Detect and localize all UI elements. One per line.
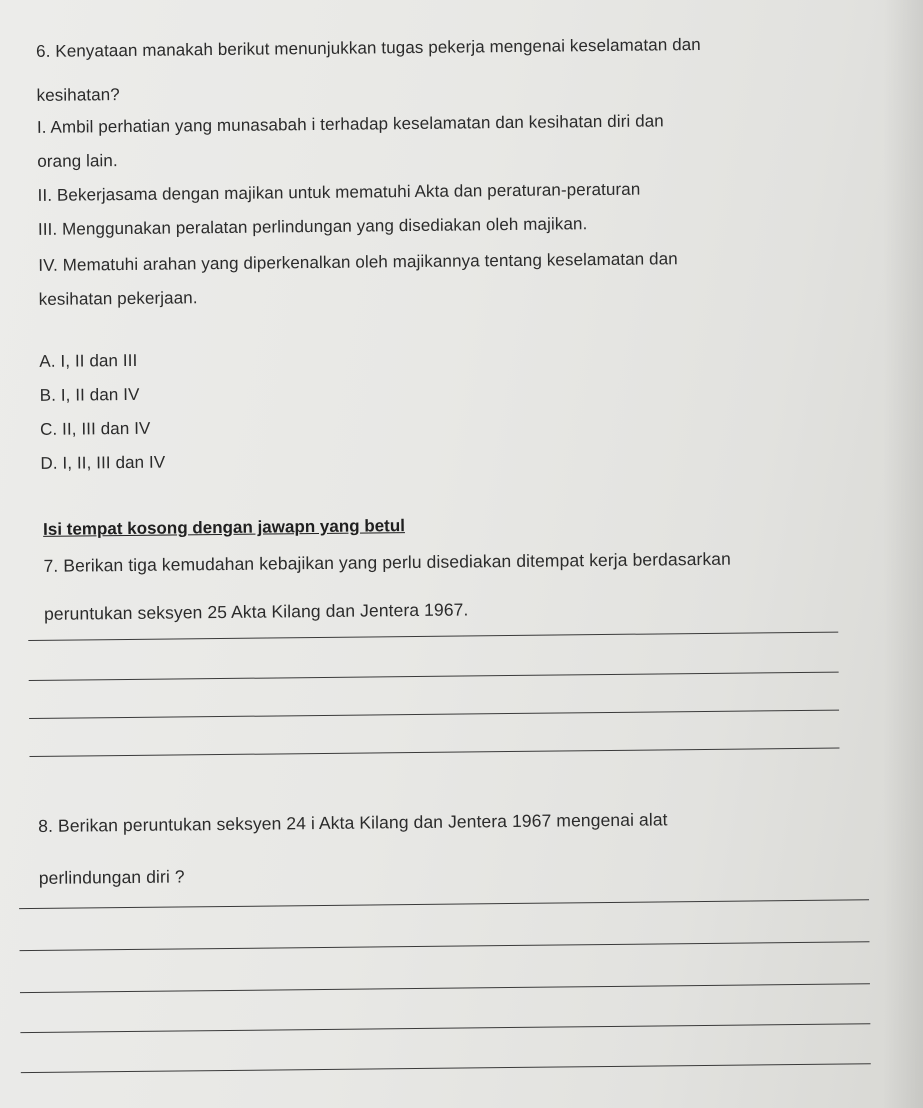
page-edge-shadow: [883, 0, 923, 1108]
q6-option-d: D. I, II, III dan IV: [40, 452, 166, 473]
q7-answer-line-2[interactable]: [29, 672, 839, 681]
q8-stem-line-2: perlindungan diri ?: [38, 866, 185, 888]
q7-answer-line-4[interactable]: [29, 748, 839, 757]
q6-item-4-line-2: kesihatan pekerjaan.: [38, 288, 198, 309]
q6-item-1-line-2: orang lain.: [37, 151, 118, 171]
q6-stem-line-2: kesihatan?: [36, 85, 120, 105]
section-heading: Isi tempat kosong dengan jawapn yang betul: [43, 516, 405, 539]
q8-answer-line-4[interactable]: [20, 1023, 870, 1033]
q6-option-c: C. II, III dan IV: [39, 418, 151, 439]
q7-stem-line-2: peruntukan seksyen 25 Akta Kilang dan Jentera 1967.: [43, 599, 469, 624]
q7-answer-line-1[interactable]: [28, 632, 838, 641]
q8-stem-line-1: 8. Berikan peruntukan seksyen 24 i Akta Kilang dan Jentera 1967 mengenai alat: [38, 809, 668, 836]
q7-answer-line-3[interactable]: [29, 710, 839, 719]
q6-option-b: B. I, II dan IV: [39, 384, 140, 405]
q6-item-4-line-1: IV. Mematuhi arahan yang diperkenalkan oleh majikannya tentang keselamatan dan: [38, 249, 678, 275]
q7-stem-line-1: 7. Berikan tiga kemudahan kebajikan yang perlu disediakan ditempat kerja berdasarkan: [43, 548, 732, 576]
q6-stem-line-1: 6. Kenyataan manakah berikut menunjukkan tugas pekerja mengenai keselamatan dan: [36, 34, 701, 61]
q8-answer-line-1[interactable]: [19, 899, 869, 909]
q8-answer-line-2[interactable]: [20, 941, 870, 951]
q6-item-1-line-1: I. Ambil perhatian yang munasabah i terhadap keselamatan dan kesihatan diri dan: [36, 111, 664, 137]
q6-item-3: III. Menggunakan peralatan perlindungan yang disediakan oleh majikan.: [37, 214, 588, 239]
q6-option-a: A. I, II dan III: [39, 350, 138, 371]
q6-item-2: II. Bekerjasama dengan majikan untuk mematuhi Akta dan peraturan-peraturan: [37, 179, 641, 205]
q8-answer-line-5[interactable]: [21, 1063, 871, 1073]
q8-answer-line-3[interactable]: [20, 983, 870, 993]
